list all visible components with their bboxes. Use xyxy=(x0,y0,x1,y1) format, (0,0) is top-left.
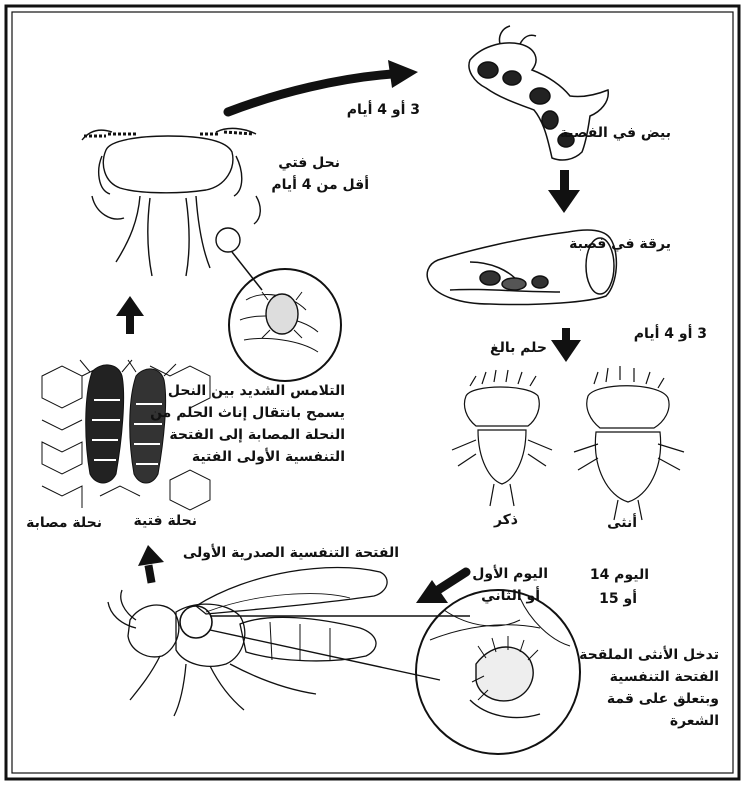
arrow-left-low xyxy=(144,564,155,583)
arrow-right-1-head xyxy=(548,190,580,213)
label-contact-l3: النحلة المصابة إلى الفتحة xyxy=(169,427,345,443)
label-contact-l4: التنفسية الأولى الفتية xyxy=(191,449,345,465)
label-young-bee: نحلة فتية xyxy=(133,513,197,529)
arrow-right-2-head xyxy=(551,340,581,362)
label-fertilized-l3: وبتعلق على قمة xyxy=(606,691,719,707)
label-contact-l1: التلامس الشديد بين النحل xyxy=(167,383,345,399)
arrow-left-low-head xyxy=(138,545,164,566)
label-first-spiracle: الفتحة التنفسية الصدرية الأولى xyxy=(182,545,399,561)
label-larva-in-cell: يرقة في فصبة xyxy=(569,236,671,252)
label-eggs-in-cell: بيض في الفصبة xyxy=(559,125,671,141)
label-young-bee-l1: نحل فتي xyxy=(278,155,340,171)
label-day-1-2-l1: اليوم الأول xyxy=(472,566,548,582)
arrow-top-head xyxy=(388,60,418,88)
label-day-14-15-l2: أو 15 xyxy=(599,591,637,607)
label-day-14-15-l1: اليوم 14 xyxy=(589,567,649,583)
female-mite-illustration xyxy=(574,366,684,520)
magnifier-top xyxy=(229,269,341,381)
label-contact-l2: يسمح بانتقال إناث الحلم من xyxy=(150,405,345,421)
label-days-3-4-mid: 3 أو 4 أيام xyxy=(633,326,707,342)
label-young-bee-l2: أقل من 4 أيام xyxy=(271,177,369,193)
magnifier-bottom xyxy=(416,590,580,754)
arrow-left-high-head xyxy=(116,296,144,316)
label-days-3-4-top: 3 أو 4 أيام xyxy=(346,102,420,118)
label-fertilized-l4: الشعرة xyxy=(669,713,719,729)
arrow-right-1 xyxy=(560,170,569,192)
label-female: أنثى xyxy=(607,515,637,531)
arrow-right-2 xyxy=(562,328,570,342)
label-adult-mite: حلم بالغ xyxy=(490,340,547,356)
arrow-lower xyxy=(438,572,466,590)
male-mite-illustration xyxy=(452,370,552,506)
label-fertilized-l1: تدخل الأنثى الملقحة xyxy=(579,647,719,663)
label-infected-bee: نحلة مصابة xyxy=(26,515,102,531)
adult-bee-illustration xyxy=(108,567,387,716)
label-male: ذكر xyxy=(493,512,518,528)
label-day-1-2-l2: أو الثاني xyxy=(481,588,540,604)
label-fertilized-l2: الفتحة التنفسية xyxy=(609,669,719,685)
